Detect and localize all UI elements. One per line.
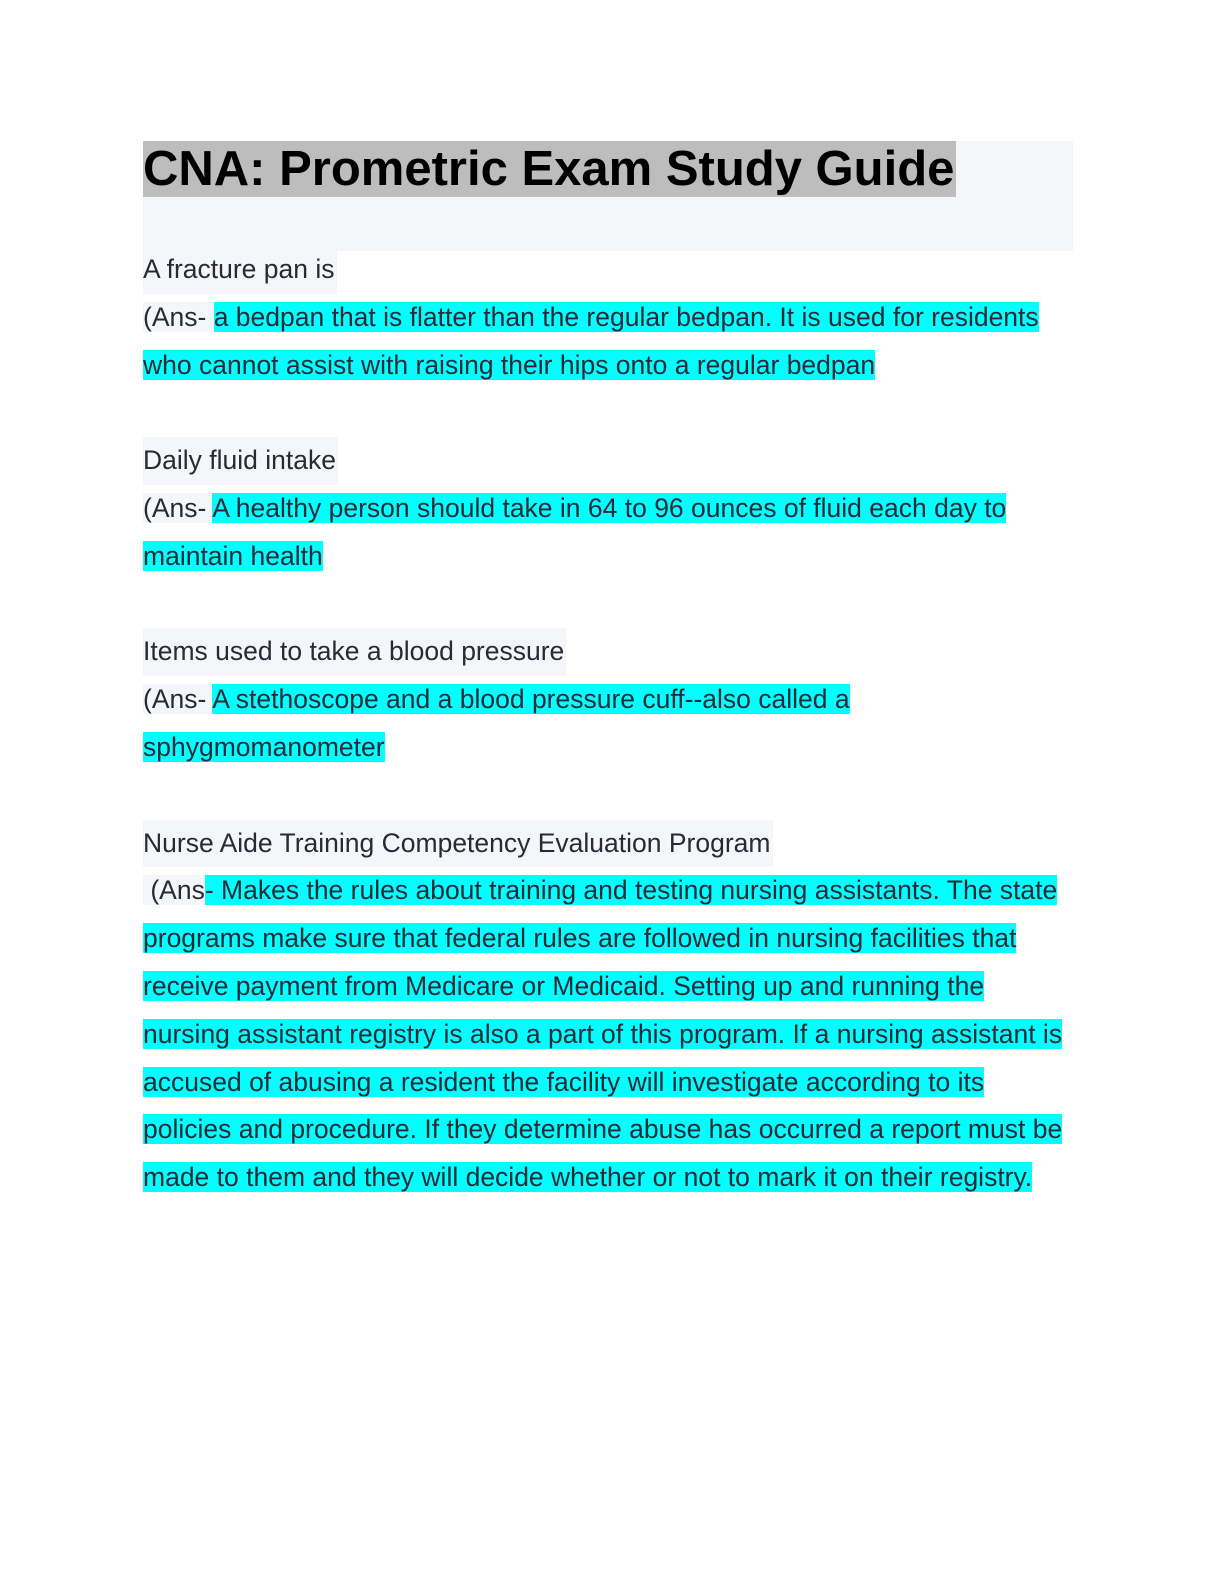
qa-item — [143, 628, 1073, 771]
qa-item — [143, 246, 1073, 389]
answer-line — [143, 867, 1073, 1202]
answer-prefix: (Ans- — [143, 301, 214, 332]
answer-line — [143, 676, 1073, 772]
answer-prefix: (Ans — [143, 875, 205, 906]
answer-prefix: (Ans- — [143, 492, 213, 523]
answer-text: A healthy person should take in 64 to 96 ounces of fluid each day to maintain health — [143, 492, 1007, 571]
qa-list — [143, 246, 1073, 1250]
answer-line — [143, 485, 1073, 581]
answer-text: - Makes the rules about training and testing nursing assistants. The state programs make sure that federal rules are followed in nursing facilities that receive payment from Medicare or Medicaid. Setting up and running the nursing assistant registry is also a part of this program. If a nursing assistant is accused of abusing a resident the facility will investigate according to its policies and procedure. If they determine abuse has occurred a report must be made to them and they will decide whether or not to mark it on their registry. — [143, 875, 1063, 1193]
answer-prefix: (Ans- — [143, 684, 213, 715]
answer-line — [143, 294, 1073, 390]
title-block — [143, 141, 1073, 251]
qa-item — [143, 437, 1073, 580]
question-text: A fracture pan is — [143, 246, 337, 294]
page-title: CNA: Prometric Exam Study Guide — [143, 142, 955, 196]
answer-text: a bedpan that is flatter than the regular bedpan. It is used for residents who cannot assist with raising their hips onto a regular bedpan — [143, 301, 1039, 380]
question-text: Items used to take a blood pressure — [143, 628, 566, 676]
qa-item — [143, 820, 1073, 1202]
question-text: Daily fluid intake — [143, 437, 338, 485]
question-text: Nurse Aide Training Competency Evaluation Program — [143, 820, 773, 868]
answer-text: A stethoscope and a blood pressure cuff--also called a sphygmomanometer — [143, 684, 850, 762]
